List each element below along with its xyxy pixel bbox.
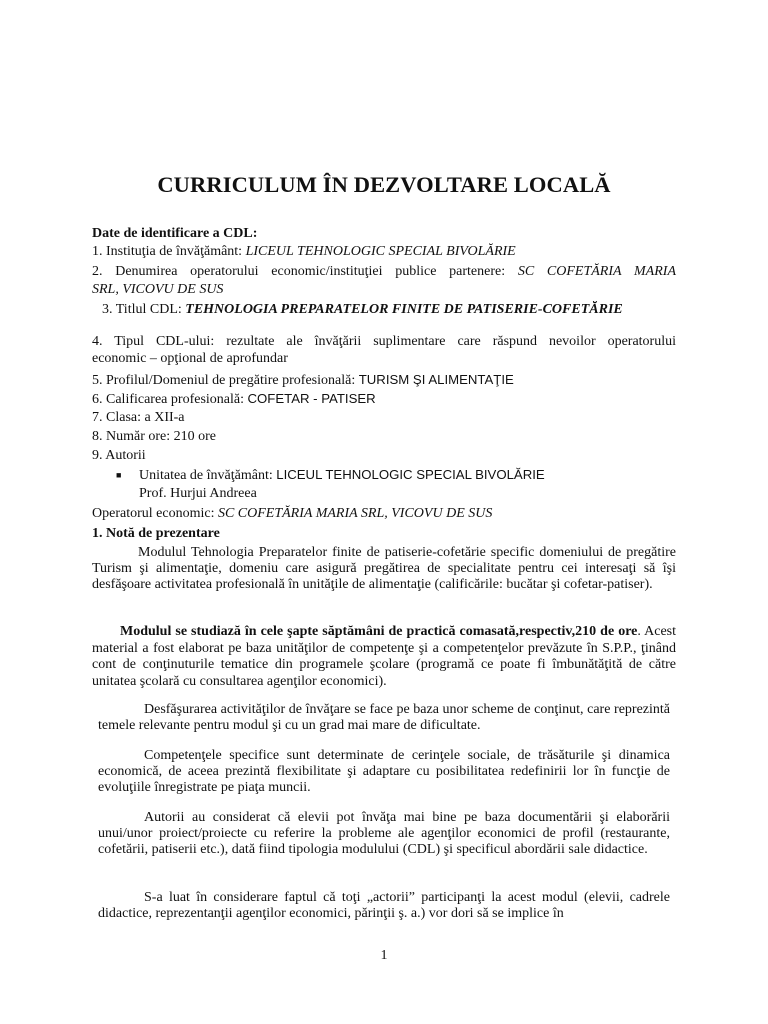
item-3-label: 3. Titlul CDL: xyxy=(102,302,186,317)
item-5-label: 5. Profilul/Domeniul de pregătire profesională: xyxy=(92,373,359,388)
item-6-value: COFETAR - PATISER xyxy=(247,391,376,406)
item-7: 7. Clasa: a XII-a xyxy=(92,410,185,425)
bullet-square-icon: ■ xyxy=(116,470,122,480)
item-1-label: 1. Instituţia de învăţământ: xyxy=(92,244,246,259)
paragraph-2-text: . Acest material a fost elaborat pe baza unităţilor de competenţe şi a competenţelor prevăzute în S.P.P., ţinând cont de conţinuturile tematice din programele şcolare (programă ce poate fi îmbunătăţită de către unitatea şcolară cu consultarea agenţilor economici). xyxy=(92,624,677,689)
item-5 xyxy=(92,372,514,389)
item-1-value: LICEUL TEHNOLOGIC SPECIAL BIVOLĂRIE xyxy=(245,244,516,259)
item-4-line1: 4. Tipul CDL-ului: rezultate ale învăţării suplimentare care răspund nevoilor operatorului xyxy=(92,334,676,349)
item-8: 8. Număr ore: 210 ore xyxy=(92,429,217,444)
item-2-value-line1: SC COFETĂRIA MARIA xyxy=(517,264,676,279)
bullet-label: Unitatea de învăţământ: xyxy=(139,468,277,483)
bullet-value: LICEUL TEHNOLOGIC SPECIAL BIVOLĂRIE xyxy=(276,467,545,482)
paragraph-6: S-a luat în considerare faptul că toţi „actorii” participanţi la acest modul (elevii, cadrele didactice, reprezentanţii agenţilor economici, părinţii ş. a.) vor dori să se implice în xyxy=(98,890,670,922)
section-1-heading: 1. Notă de prezentare xyxy=(92,526,220,541)
item-3-value: TEHNOLOGIA PREPARATELOR FINITE DE PATISERIE-COFETĂRIE xyxy=(185,302,623,317)
paragraph-2-bold: Modulul se studiază în cele şapte săptămâni de practică comasată,respectiv,210 de ore xyxy=(120,624,638,639)
paragraph-4: Competenţele specifice sunt determinate de cerinţele sociale, de trăsăturile şi dinamica economică, de aceea prezintă flexibilitate şi adaptare cu posibilitatea redefinirii lor în funcţie de evoluţiile înregistrate pe piaţa muncii. xyxy=(98,748,670,796)
paragraph-1: Modulul Tehnologia Preparatelor finite de patiserie-cofetărie specific domeniului de pregătire Turism şi alimentaţie, domeniu care asigură pregătirea de specialitate pentru cei interesaţi să îşi desfăşoare activitatea profesională în unităţile de alimentaţie (calificările: bucătar şi cofetar-patiser). xyxy=(92,545,676,593)
item-4-line2: economic – opţional de aprofundar xyxy=(92,351,288,366)
item-2-value-line2: SRL, VICOVU DE SUS xyxy=(92,282,224,297)
bullet-item xyxy=(139,467,545,484)
paragraph-2 xyxy=(92,624,676,690)
item-9: 9. Autorii xyxy=(92,448,146,463)
paragraph-3: Desfăşurarea activităţilor de învăţare se face pe baza unor scheme de conţinut, care reprezintă temele relevante pentru modul şi cu un grad mai mare de dificultate. xyxy=(98,702,670,734)
operator-value: SC COFETĂRIA MARIA SRL, VICOVU DE SUS xyxy=(217,506,493,521)
identification-heading: Date de identificare a CDL: xyxy=(92,226,258,241)
author-name: Prof. Hurjui Andreea xyxy=(139,486,257,501)
item-2-label: 2. Denumirea operatorului economic/instituţiei publice partenere: xyxy=(92,264,518,279)
item-2 xyxy=(92,264,676,280)
paragraph-5: Autorii au considerat că elevii pot învăţa mai bine pe baza documentării şi elaborării unui/unor proiect/proiecte cu referire la probleme ale agenţilor economici de profil (restaurante, cofetării, patiserii etc.), dată fiind tipologia modulului (CDL) şi specificul abordării sale didactice. xyxy=(98,810,670,858)
item-6 xyxy=(92,391,376,408)
item-3 xyxy=(102,302,623,318)
item-5-value: TURISM ŞI ALIMENTAŢIE xyxy=(358,372,514,387)
document-title: CURRICULUM ÎN DEZVOLTARE LOCALĂ xyxy=(157,172,611,197)
operator-label: Operatorul economic: xyxy=(92,506,218,521)
page-number: 1 xyxy=(380,948,388,963)
item-1 xyxy=(92,244,516,260)
operator-line xyxy=(92,506,492,522)
item-6-label: 6. Calificarea profesională: xyxy=(92,392,248,407)
